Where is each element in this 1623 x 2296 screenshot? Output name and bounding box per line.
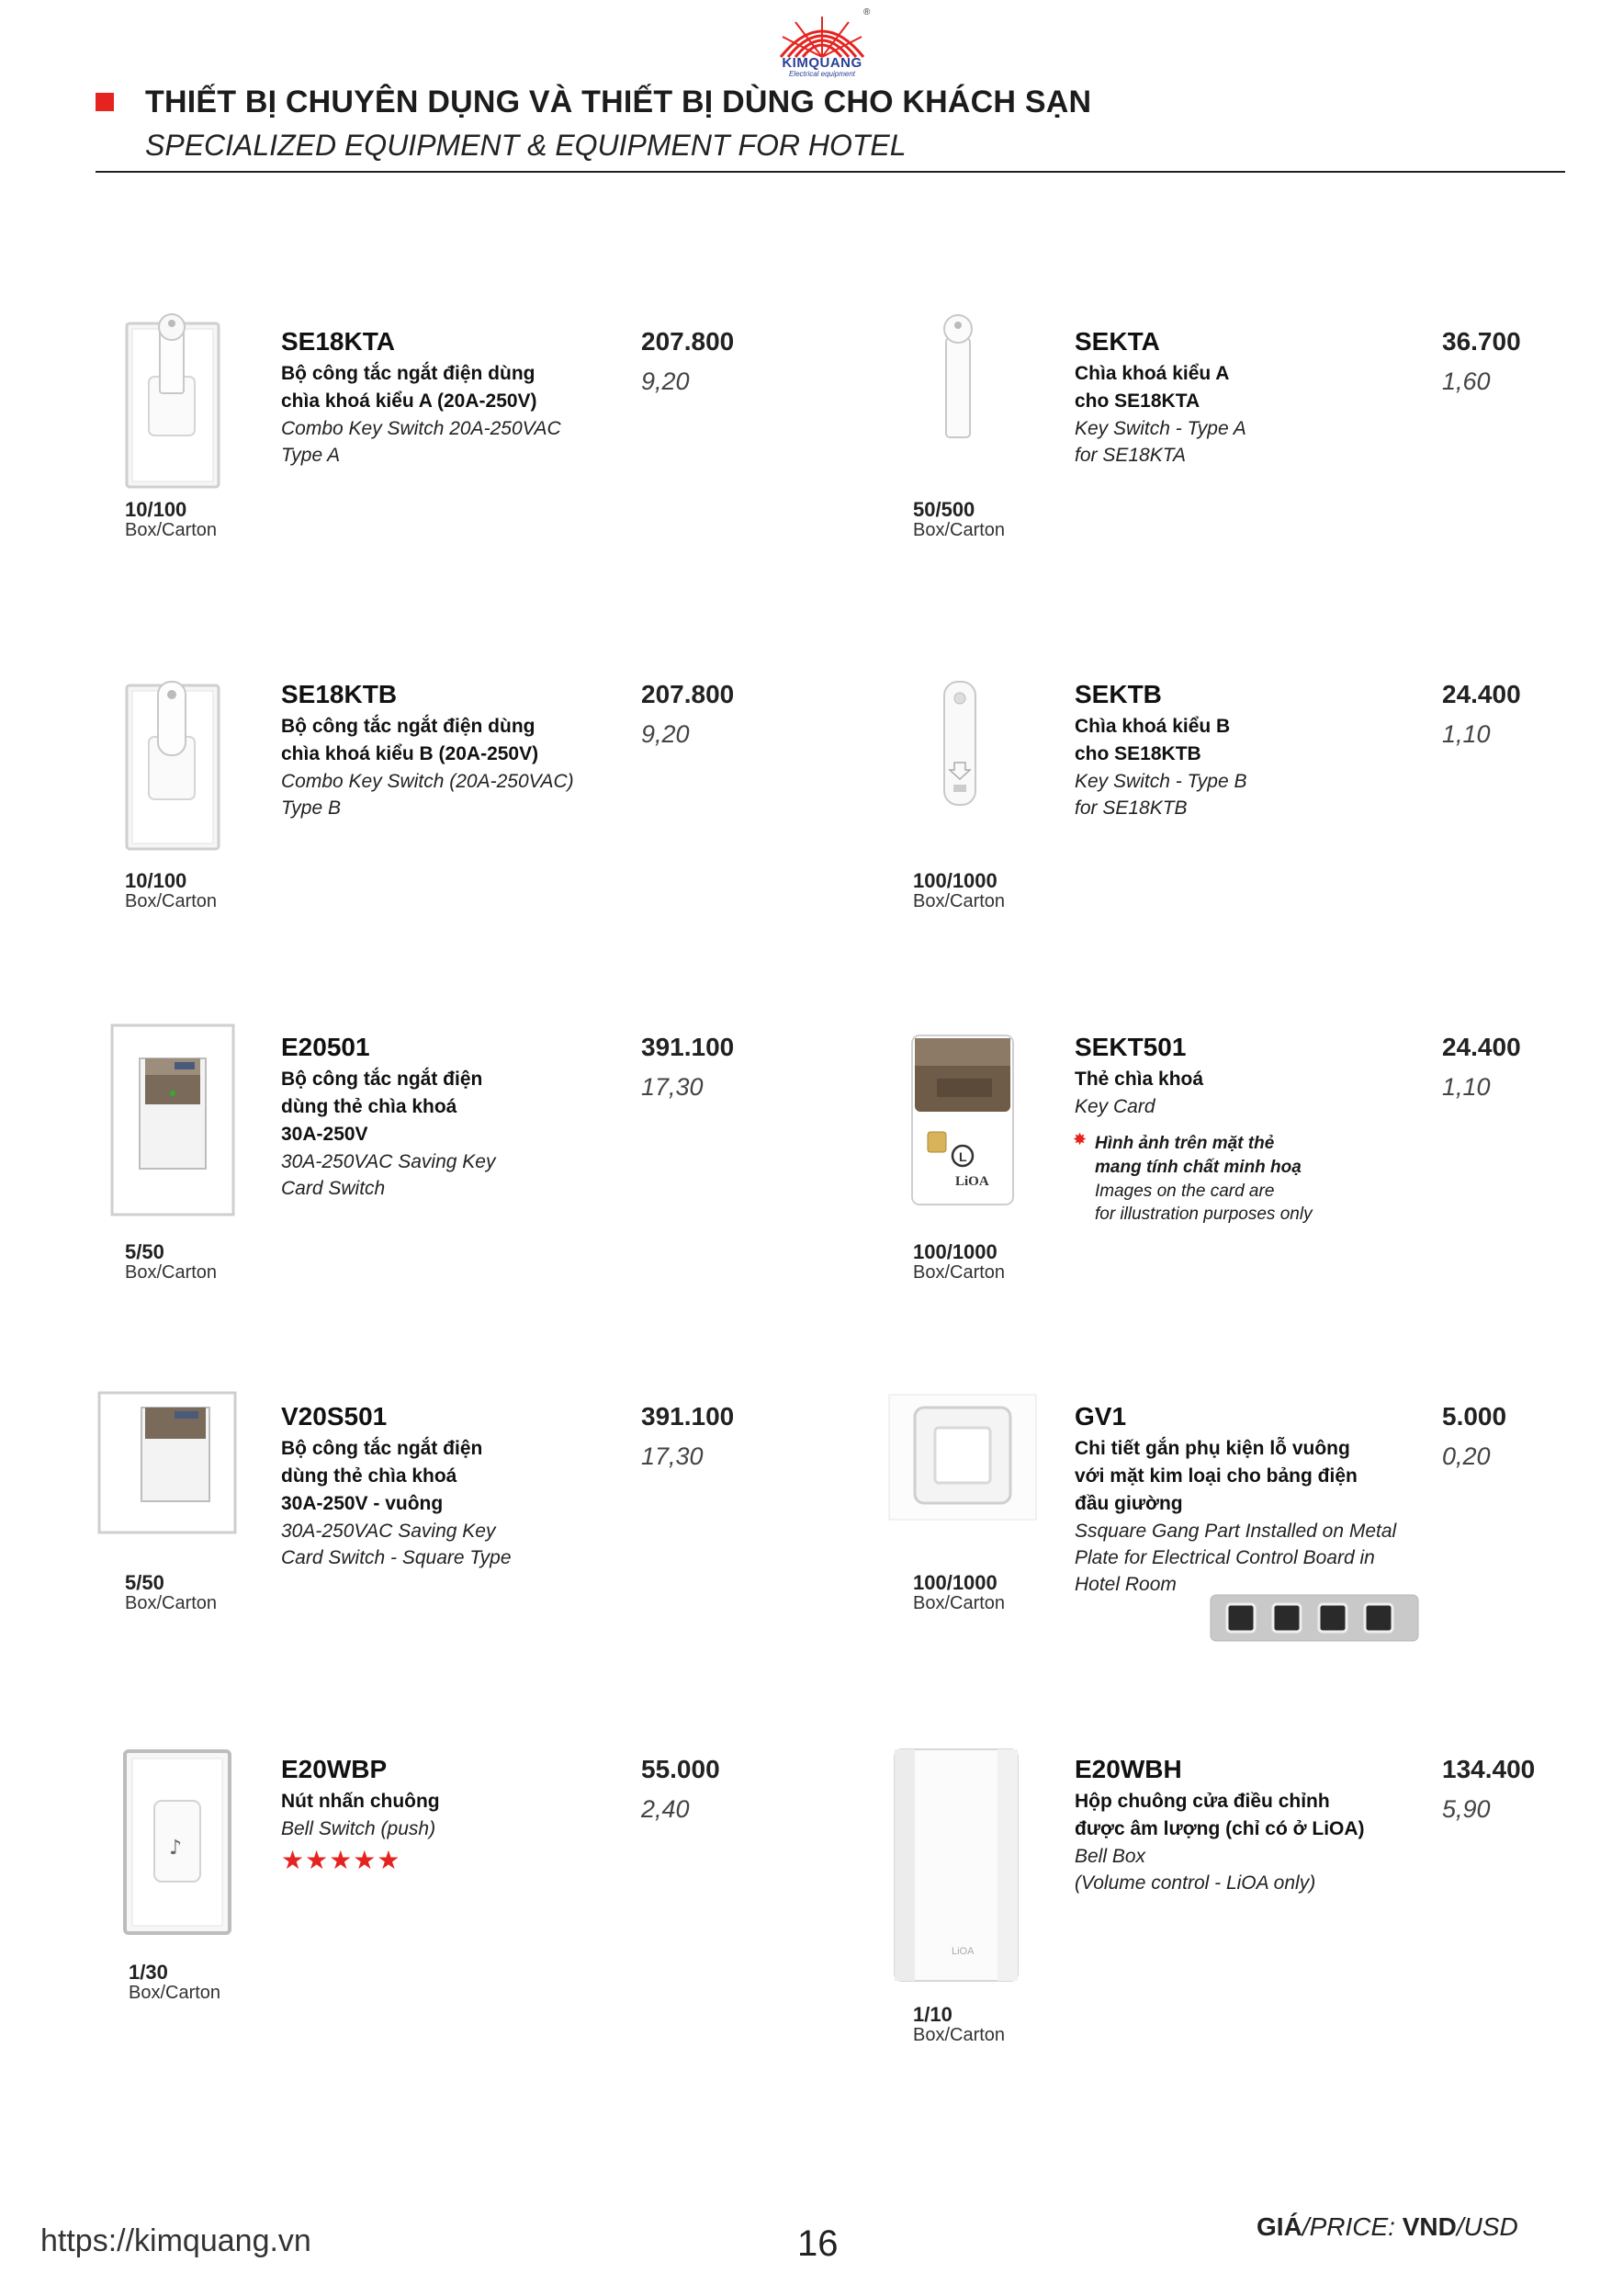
price-vnd: 55.000 [641,1755,720,1783]
price-usd: 1,10 [1442,720,1491,748]
product-name-vn: Chìa khoá kiểu B [1075,716,1231,737]
pack-qty: 10/100 [125,869,187,892]
product-name-en: Hotel Room [1075,1574,1177,1595]
metal-plate-image [1209,1593,1420,1643]
rating-stars: ★★★★★ [281,1846,401,1874]
key-switch-type-b-image [116,678,226,853]
product-name-vn: Chìa khoá kiểu A [1075,363,1230,384]
product-name-en: Bell Switch (push) [281,1818,436,1839]
product-code: E20WBP [281,1755,388,1783]
price-legend: GIÁ/PRICE: VND/USD [1257,2212,1518,2241]
logo-subtitle: Electrical equipment [788,70,856,78]
section-marker [96,93,114,111]
price-vnd: 207.800 [641,327,735,356]
pack-label: Box/Carton [125,520,218,540]
product-name-vn: dùng thẻ chìa khoá [281,1465,457,1487]
price-usd: 9,20 [641,720,690,748]
page-number: 16 [797,2223,839,2264]
product-name-en: Key Switch - Type B [1075,771,1247,792]
product-name-vn: Thẻ chìa khoá [1075,1069,1204,1090]
price-usd: 2,40 [641,1795,690,1823]
key-switch-type-a-image [116,311,226,491]
product-name-vn: 30A-250V [281,1124,368,1145]
product-code: SEKTA [1075,327,1160,356]
product-name-vn: Bộ công tắc ngắt điện dùng [281,716,535,737]
product-name-vn: 30A-250V - vuông [281,1493,444,1514]
svg-text:♪: ♪ [169,1837,183,1860]
card-brand: LiOA [955,1174,989,1189]
product-name-en: Bell Box [1075,1846,1146,1867]
price-vnd: 391.100 [641,1402,735,1431]
pack-qty: 100/1000 [913,869,997,892]
price-usd: 9,20 [641,368,690,395]
product-name-en: for SE18KTA [1075,445,1186,466]
price-vnd: 391.100 [641,1033,735,1061]
price-usd: 17,30 [641,1442,704,1470]
product-name-vn: Chi tiết gắn phụ kiện lỗ vuông [1075,1438,1350,1459]
price-usd: 0,20 [1442,1442,1491,1470]
logo-text: KIMQUANG [782,55,862,71]
product-name-en: Plate for Electrical Control Board in [1075,1547,1375,1568]
price-usd: 1,60 [1442,368,1491,395]
price-usd: 5,90 [1442,1795,1491,1823]
product-name-vn: Bộ công tắc ngắt điện dùng [281,363,535,384]
price-vnd: 24.400 [1442,680,1521,708]
product-name-vn: cho SE18KTA [1075,390,1200,412]
pack-label: Box/Carton [913,520,1006,540]
product-name-vn: đầu giường [1075,1493,1183,1514]
key-type-a-image [926,311,990,441]
product-name-en: 30A-250VAC Saving Key [281,1521,496,1542]
product-code: GV1 [1075,1402,1127,1431]
product-name-en: for SE18KTB [1075,797,1188,819]
pack-label: Box/Carton [125,1593,218,1613]
svg-text:L: L [959,1149,967,1164]
product-name-vn: được âm lượng (chỉ có ở LiOA) [1075,1818,1365,1839]
pack-label: Box/Carton [125,891,218,911]
product-name-vn: cho SE18KTB [1075,743,1201,764]
product-name-en: Card Switch - Square Type [281,1547,512,1568]
box-brand: LiOA [952,1946,975,1957]
product-code: E20501 [281,1033,370,1061]
product-name-en: Key Card [1075,1096,1155,1117]
key-type-b-image [937,678,983,809]
price-vnd: 134.400 [1442,1755,1536,1783]
pack-qty: 100/1000 [913,1571,997,1594]
product-code: SE18KTA [281,327,395,356]
product-name-vn: Bộ công tắc ngắt điện [281,1069,483,1090]
pack-qty: 5/50 [125,1240,164,1263]
product-code: SE18KTB [281,680,398,708]
product-code: E20WBH [1075,1755,1182,1783]
pack-label: Box/Carton [913,2025,1006,2045]
price-vnd: 5.000 [1442,1402,1507,1431]
note-vn: Hình ảnh trên mặt thẻ [1095,1134,1275,1153]
note-vn: mang tính chất minh hoạ [1095,1158,1302,1177]
product-name-en: (Volume control - LiOA only) [1075,1872,1316,1894]
page-title-en: SPECIALIZED EQUIPMENT & EQUIPMENT FOR HOTEL [145,129,907,162]
pack-qty: 1/10 [913,2003,952,2026]
logo-registered-mark: ® [863,7,871,17]
header-divider [96,171,1565,173]
product-code: SEKTB [1075,680,1162,708]
note-en: for illustration purposes only [1095,1205,1313,1224]
product-name-en: Key Switch - Type A [1075,418,1246,439]
square-card-switch-image [96,1389,239,1536]
product-name-en: Type A [281,445,341,466]
price-usd: 17,30 [641,1073,704,1101]
price-vnd: 36.700 [1442,327,1521,356]
page-title-vn: THIẾT BỊ CHUYÊN DỤNG VÀ THIẾT BỊ DÙNG CHO KHÁCH SẠN [145,85,1092,119]
pack-qty: 1/30 [129,1961,168,1984]
product-name-vn: Hộp chuông cửa điều chỉnh [1075,1791,1330,1812]
product-name-en: 30A-250VAC Saving Key [281,1151,496,1172]
pack-qty: 100/1000 [913,1240,997,1263]
product-name-en: Combo Key Switch 20A-250VAC [281,418,561,439]
pack-label: Box/Carton [913,1593,1006,1613]
pack-qty: 50/500 [913,498,975,521]
price-vnd: 207.800 [641,680,735,708]
pack-label: Box/Carton [129,1983,221,2003]
product-name-en: Combo Key Switch (20A-250VAC) [281,771,574,792]
product-name-en: Card Switch [281,1178,386,1199]
card-switch-image [108,1022,237,1218]
product-name-en: Type B [281,797,341,819]
bell-switch-image [112,1744,246,1940]
website-url[interactable]: https://kimquang.vn [40,2223,311,2258]
product-name-vn: dùng thẻ chìa khoá [281,1096,457,1117]
price-vnd: 24.400 [1442,1033,1521,1061]
product-name-vn: Nút nhấn chuông [281,1791,440,1812]
price-usd: 1,10 [1442,1073,1491,1101]
product-name-vn: chìa khoá kiểu A (20A-250V) [281,390,537,412]
note-en: Images on the card are [1095,1182,1275,1201]
asterisk-icon: ✸ [1073,1130,1088,1148]
product-name-vn: chìa khoá kiểu B (20A-250V) [281,743,539,764]
product-name-vn: với mặt kim loại cho bảng điện [1075,1465,1358,1487]
pack-qty: 5/50 [125,1571,164,1594]
product-code: V20S501 [281,1402,388,1431]
product-code: SEKT501 [1075,1033,1187,1061]
product-name-en: Ssquare Gang Part Installed on Metal [1075,1521,1397,1542]
product-name-vn: Bộ công tắc ngắt điện [281,1438,483,1459]
square-gang-part-image [887,1393,1038,1521]
pack-label: Box/Carton [913,891,1006,911]
pack-label: Box/Carton [913,1262,1006,1283]
pack-label: Box/Carton [125,1262,218,1283]
pack-qty: 10/100 [125,498,187,521]
